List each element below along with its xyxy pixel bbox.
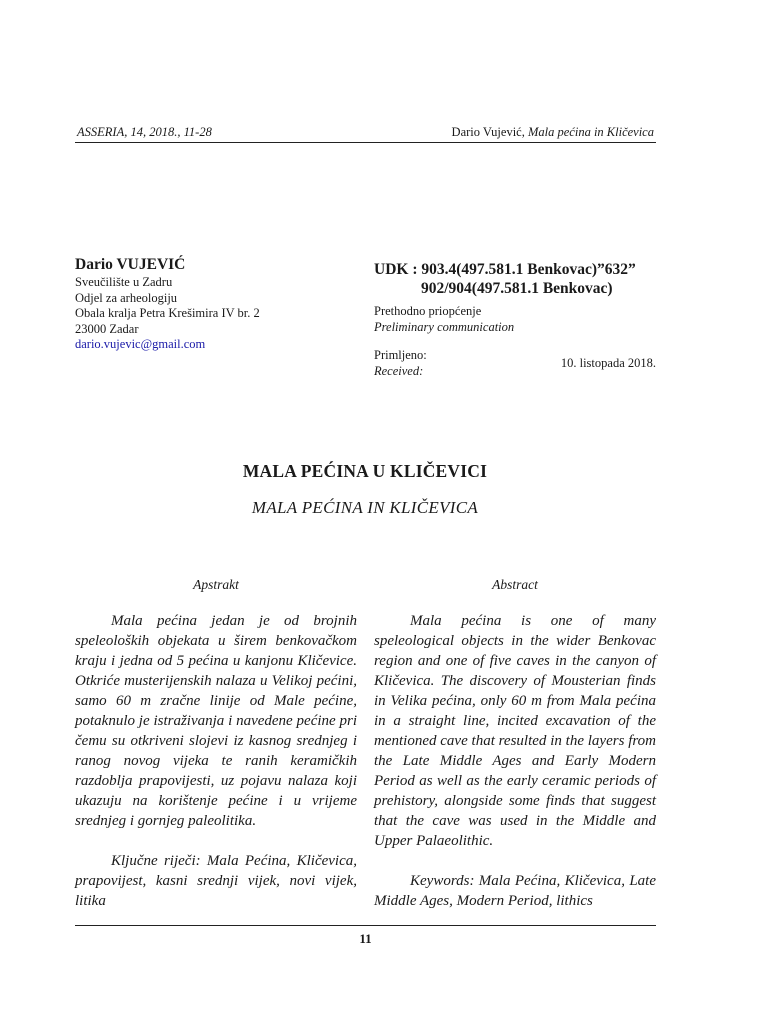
page-number: 11 (359, 931, 372, 946)
abstract-croatian (75, 575, 357, 911)
author-affiliation-university: Sveučilište u Zadru (75, 275, 173, 289)
keywords-hr: Ključne riječi: Mala Pećina, Kličevica, prapovijest, kasni srednji vijek, novi vijek, litika (75, 853, 357, 909)
abstract-body-en: Mala pećina is one of many speleological objects in the wider Benkovac region and one of five caves in the canyon of Kličevica. The discovery of Mousterian finds in Velika pećina, only 60 m from Mala pećina in a straight line, incited excavation of the mentioned cave that resulted in the layers from the Late Middle Ages and Early Modern Period as well as the early ceramic periods of prehistory, alongside some finds that suggest that the cave was used in the Middle and Upper Palaeolithic. (374, 613, 656, 849)
article-type-en: Preliminary communication (374, 320, 515, 334)
received-label-en: Received: (374, 364, 424, 378)
article-title-translation: MALA PEĆINA IN KLIČEVICA (251, 498, 479, 517)
article-type-hr: Prethodno priopćenje (374, 304, 482, 318)
journal-citation: ASSERIA, 14, 2018., 11-28 (77, 125, 212, 139)
running-header-author: Dario Vujević, (451, 125, 525, 139)
author-email-link[interactable]: dario.vujevic@gmail.com (75, 337, 206, 351)
author-block (75, 256, 365, 353)
udk-classification: UDK : 903.4(497.581.1 Benkovac)”632” (374, 261, 636, 278)
running-header (75, 125, 656, 143)
received-label-hr: Primljeno: (374, 348, 427, 362)
author-address-city: 23000 Zadar (75, 321, 139, 336)
article-meta (374, 260, 656, 381)
abstract-heading-hr: Apstrakt (193, 577, 239, 592)
running-header-author-title (452, 125, 654, 140)
article-title: MALA PEĆINA U KLIČEVICI (242, 461, 488, 481)
abstract-heading-en: Abstract (492, 577, 538, 592)
udk-classification-continued: 902/904(497.581.1 Benkovac) (421, 280, 613, 297)
author-name: Dario VUJEVIĆ (75, 256, 186, 273)
received-date: 10. listopada 2018. (560, 356, 656, 370)
footer-divider (75, 925, 656, 926)
abstract-body-hr: Mala pećina jedan je od brojnih speleoloških objekata u širem benkovačkom kraju i jedna od 5 pećina u kanjonu Kličevice. Otkriće musterijenskih nalaza u Velikoj pećini, samo 60 m zračne linije od Male pećine, potaknulo je istraživanja i navedene pećine pri čemu su otkriveni slojevi iz kasnog srednjeg i ranog novog vijeka te ranih keramičkih razdoblja prapovijesti, uz pojavu nalaza koji ukazuju na korištenje pećine i u vrijeme srednjeg i gornjeg paleolitika. (75, 613, 357, 829)
author-address-street: Obala kralja Petra Krešimira IV br. 2 (75, 306, 260, 320)
author-affiliation-department: Odjel za arheologiju (75, 290, 178, 305)
received-row (374, 347, 656, 381)
running-header-short-title: Mala pećina in Kličevica (527, 125, 654, 139)
abstract-english (374, 575, 656, 911)
keywords-en: Keywords: Mala Pećina, Kličevica, Late Middle Ages, Modern Period, lithics (374, 873, 656, 909)
